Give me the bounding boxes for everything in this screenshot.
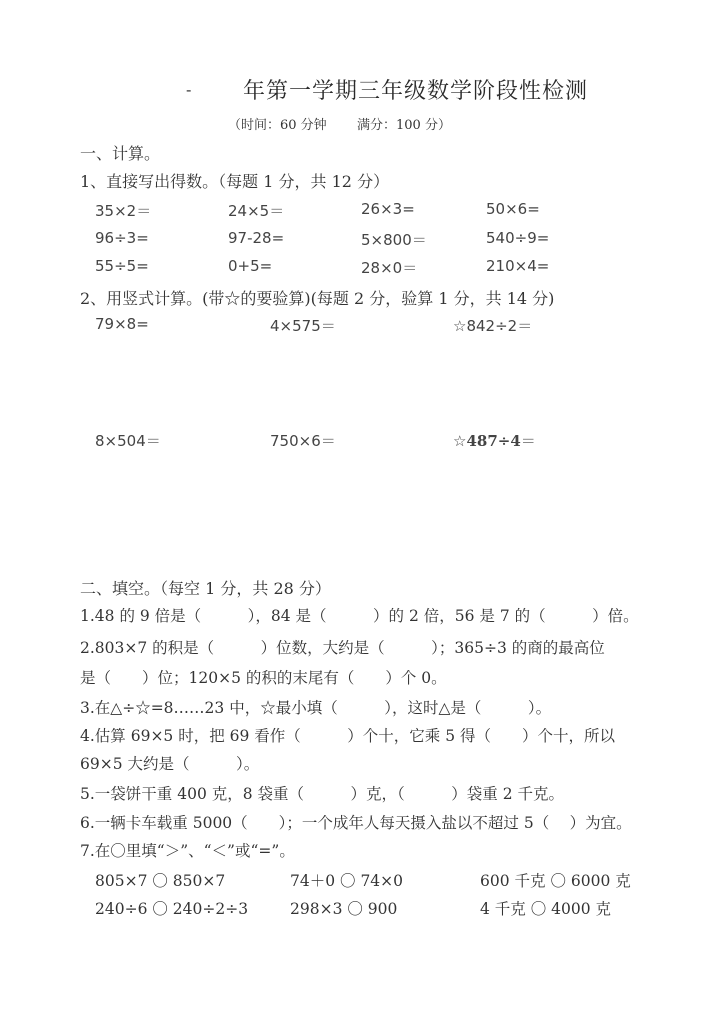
section1-heading: 一、计算。	[80, 144, 161, 163]
fill-item: 6.一辆卡车载重 5000（ ）；一个成年人每天摄入盐以不超过 5（ ）为宜。	[80, 814, 632, 832]
calc-item: 540÷9=	[486, 229, 550, 247]
fill-item: 5.一袋饼干重 400 克，8 袋重（ ）克，（ ）袋重 2 千克。	[80, 785, 564, 803]
calc-item: 24×5＝	[228, 202, 285, 220]
vertical-calc-item: 79×8=	[95, 315, 149, 333]
title-dash: -	[186, 80, 192, 99]
vertical-calc-item: 8×504＝	[95, 432, 161, 450]
compare-item: 600 千克 〇 6000 克	[480, 872, 631, 890]
q2-label: 2、用竖式计算。(带☆的要验算)(每题 2 分，验算 1 分，共 14 分)	[80, 289, 555, 308]
subtitle-score: 满分：100 分）	[357, 118, 451, 133]
calc-item: 28×0＝	[361, 259, 418, 277]
compare-item: 74＋0 〇 74×0	[290, 872, 404, 890]
fill-item: 3.在△÷☆=8……23 中，☆最小填（ ），这时△是（ ）。	[80, 699, 552, 717]
calc-item: 50×6=	[486, 200, 540, 218]
q1-label: 1、直接写出得数。（每题 1 分，共 12 分）	[80, 172, 390, 191]
calc-item: 96÷3=	[95, 229, 149, 247]
calc-item: 26×3=	[361, 200, 415, 218]
page-title: 年第一学期三年级数学阶段性检测	[243, 79, 589, 104]
vertical-calc-item: 750×6＝	[270, 432, 336, 450]
fill-item: 1.48 的 9 倍是（ ），84 是（ ）的 2 倍，56 是 7 的（ ）倍。	[80, 607, 639, 625]
calc-item: 210×4=	[486, 257, 550, 275]
fill-item: 69×5 大约是（ ）。	[80, 755, 260, 773]
fill-item: 4.估算 69×5 时，把 69 看作（ ）个十，它乘 5 得（ ）个十，所以	[80, 727, 616, 745]
star-icon: ☆	[453, 432, 467, 450]
calc-item: 55÷5=	[95, 257, 149, 275]
fill-item: 7.在〇里填“＞”、“＜”或“=”。	[80, 842, 295, 860]
vertical-calc-item: ☆842÷2＝	[453, 317, 533, 335]
section2-heading: 二、填空。（每空 1 分，共 28 分）	[80, 579, 331, 598]
compare-item: 4 千克 〇 4000 克	[480, 900, 612, 918]
fill-item: 2.803×7 的积是（ ）位数，大约是（ ）；365÷3 的商的最高位	[80, 639, 605, 657]
subtitle-time: （时间：60 分钟	[228, 118, 327, 133]
compare-item: 240÷6 〇 240÷2÷3	[95, 900, 249, 918]
compare-item: 805×7 〇 850×7	[95, 872, 226, 890]
compare-item: 298×3 〇 900	[290, 900, 398, 918]
vertical-calc-item: ☆487÷4＝	[453, 432, 536, 450]
calc-item: 5×800＝	[361, 231, 427, 249]
fill-item: 是（ ）位；120×5 的积的末尾有（ ）个 0。	[80, 669, 447, 687]
calc-item: 35×2＝	[95, 202, 152, 220]
calc-item: 97-28=	[228, 229, 285, 247]
vertical-calc-item: 4×575＝	[270, 317, 336, 335]
calc-item: 0+5=	[228, 257, 273, 275]
